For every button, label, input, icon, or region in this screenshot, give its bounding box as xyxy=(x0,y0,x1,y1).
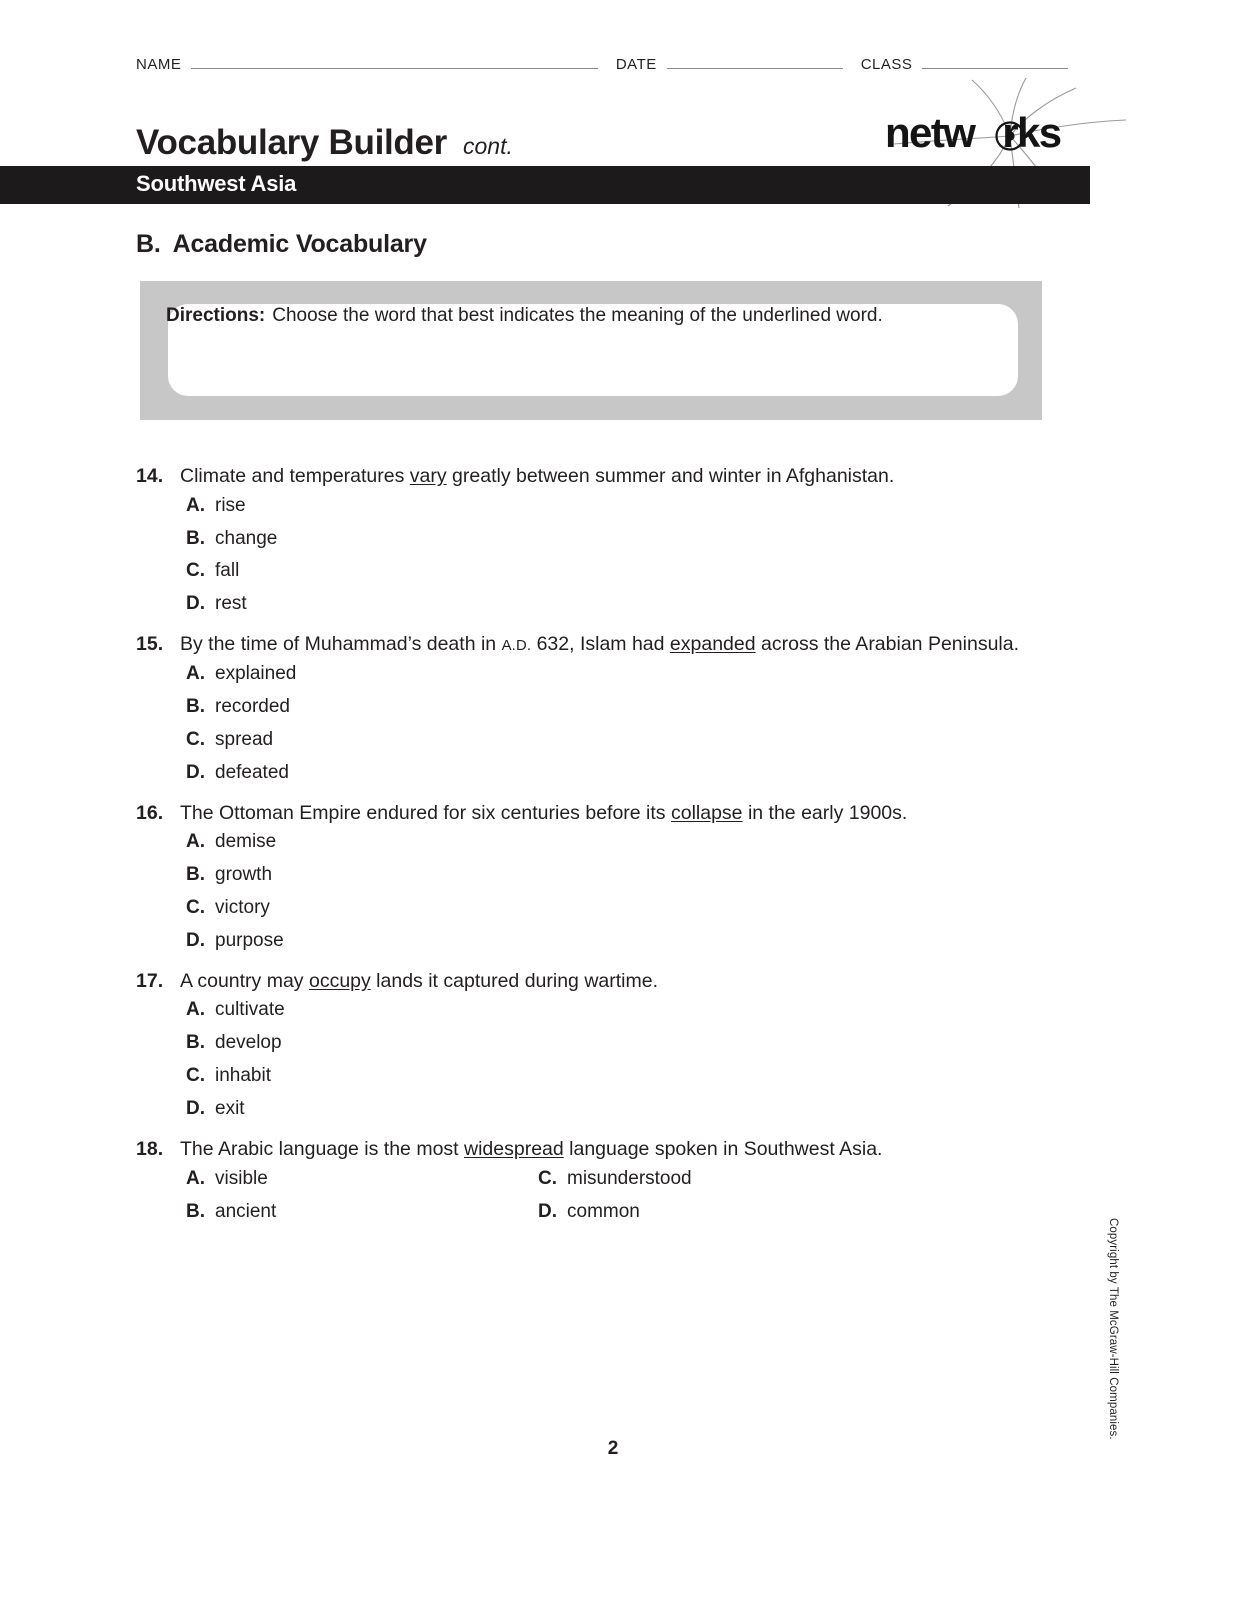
answer-choice-text: exit xyxy=(215,1098,245,1120)
answer-choice-text: rise xyxy=(215,494,246,516)
answer-choice-text: visible xyxy=(215,1167,268,1189)
page-title-continued: cont. xyxy=(463,133,513,159)
answer-choice-text: recorded xyxy=(215,695,290,717)
question-text xyxy=(180,968,1036,996)
question-underlined-word: expanded xyxy=(669,633,756,656)
answer-choice-text: inhabit xyxy=(215,1065,271,1087)
answer-choice-text: defeated xyxy=(215,761,289,783)
logo-wordmark xyxy=(885,109,1061,156)
question-number: 15. xyxy=(136,633,164,656)
question-stem xyxy=(136,1136,1036,1164)
answer-choice-letter: A. xyxy=(186,1167,205,1189)
answer-choice-letter: D. xyxy=(538,1200,557,1222)
date-write-line[interactable] xyxy=(667,57,843,69)
page-title: Vocabulary Builder xyxy=(136,123,447,162)
answer-choice-letter: B. xyxy=(186,527,205,549)
answer-choice[interactable] xyxy=(186,931,1036,952)
question-item xyxy=(136,463,1036,615)
answer-choice-letter: A. xyxy=(186,999,205,1021)
answer-choice-letter: D. xyxy=(186,593,205,615)
answer-choice[interactable] xyxy=(186,664,1036,685)
directions-content xyxy=(166,302,956,331)
answer-choice[interactable] xyxy=(186,1202,538,1223)
question-stem xyxy=(136,463,1036,491)
answer-choice-list xyxy=(136,832,1036,952)
answer-choice-text: cultivate xyxy=(215,999,285,1021)
question-text-before: A country may xyxy=(180,969,309,992)
question-number: 18. xyxy=(136,1138,164,1160)
question-text-after: across the Arabian Peninsula. xyxy=(755,633,1020,656)
answer-choice-text: ancient xyxy=(215,1200,277,1222)
question-text xyxy=(180,1136,1036,1164)
page-number: 2 xyxy=(607,1438,619,1459)
name-label: NAME xyxy=(136,56,182,73)
date-label: DATE xyxy=(615,56,657,73)
answer-choice-text: misunderstood xyxy=(567,1167,692,1189)
answer-choice-letter: B. xyxy=(186,864,205,886)
question-text-after: language spoken in Southwest Asia. xyxy=(563,1138,883,1160)
answer-choice-list xyxy=(136,496,1036,616)
section-banner-label: Southwest Asia xyxy=(136,171,297,196)
question-underlined-word: occupy xyxy=(308,969,371,992)
directions-body: Choose the word that best indicates the meaning of the underlined word. xyxy=(272,305,883,326)
answer-choice-letter: A. xyxy=(186,831,205,853)
question-stem xyxy=(136,800,1036,828)
section-heading xyxy=(136,230,427,259)
answer-choice[interactable] xyxy=(186,898,1036,919)
answer-choice[interactable] xyxy=(186,1000,1036,1021)
answer-choice-letter: C. xyxy=(186,560,205,582)
question-text-mid: 632, Islam had xyxy=(531,633,670,656)
answer-choice-text: rest xyxy=(215,593,247,615)
question-underlined-word: vary xyxy=(409,465,447,487)
answer-choice[interactable] xyxy=(186,832,1036,853)
question-item xyxy=(136,968,1036,1120)
student-info-row xyxy=(136,56,1068,73)
question-item xyxy=(136,631,1036,783)
answer-choice[interactable] xyxy=(186,763,1036,784)
answer-choice-letter: C. xyxy=(186,1065,205,1087)
answer-choice-letter: D. xyxy=(186,1098,205,1120)
question-era-abbrev: A.D. xyxy=(501,638,532,655)
name-write-line[interactable] xyxy=(191,57,598,69)
answer-choice[interactable] xyxy=(186,594,1036,615)
answer-choice-letter: A. xyxy=(186,662,205,684)
answer-choice-text: demise xyxy=(215,831,277,853)
question-text-after: in the early 1900s. xyxy=(742,801,908,824)
answer-choice[interactable] xyxy=(186,529,1036,550)
answer-choice-text: fall xyxy=(215,560,240,582)
answer-choice-letter: C. xyxy=(538,1167,557,1189)
question-text-before: By the time of Muhammad’s death in xyxy=(180,633,502,656)
answer-choice[interactable] xyxy=(186,1169,538,1190)
answer-choice-letter: B. xyxy=(186,1200,205,1222)
answer-choice-text: purpose xyxy=(215,929,284,951)
answer-choice-text: common xyxy=(567,1200,640,1222)
question-text-after: greatly between summer and winter in Afghanistan. xyxy=(446,465,895,487)
question-text-before: Climate and temperatures xyxy=(180,465,410,487)
logo-text-end: rks xyxy=(1002,109,1061,156)
answer-choice-letter: C. xyxy=(186,728,205,750)
answer-choice[interactable] xyxy=(186,865,1036,886)
answer-choice-letter: D. xyxy=(186,761,205,783)
question-item xyxy=(136,800,1036,952)
answer-choice-letter: A. xyxy=(186,494,205,516)
copyright-notice: Copyright by The McGraw-Hill Companies. xyxy=(1107,1218,1119,1440)
answer-choice-text: change xyxy=(215,527,278,549)
answer-choice-letter: D. xyxy=(186,929,205,951)
answer-choice[interactable] xyxy=(538,1202,1036,1223)
answer-choice[interactable] xyxy=(186,496,1036,517)
class-write-line[interactable] xyxy=(922,57,1068,69)
question-text xyxy=(180,631,1036,659)
answer-choice[interactable] xyxy=(186,697,1036,718)
answer-choice-text: spread xyxy=(215,728,274,750)
question-text-before: The Ottoman Empire endured for six centuries before its xyxy=(180,801,671,824)
logo-text-start: netw xyxy=(885,109,975,156)
answer-choice[interactable] xyxy=(186,730,1036,751)
answer-choice-list xyxy=(136,664,1036,784)
question-underlined-word: widespread xyxy=(464,1138,564,1160)
directions-box xyxy=(140,281,1042,420)
class-label: CLASS xyxy=(860,56,913,73)
question-stem xyxy=(136,968,1036,996)
answer-choice[interactable] xyxy=(186,1099,1036,1120)
question-text-before: The Arabic language is the most xyxy=(180,1138,464,1160)
answer-choice-letter: C. xyxy=(186,896,205,918)
answer-choice[interactable] xyxy=(186,561,1036,582)
question-number: 17. xyxy=(136,969,164,992)
answer-choice-list xyxy=(136,1000,1036,1120)
question-list xyxy=(136,463,1036,1250)
question-item xyxy=(136,1136,1036,1234)
answer-choice[interactable] xyxy=(186,1066,1036,1087)
question-underlined-word: collapse xyxy=(670,801,743,824)
directions-label: Directions: xyxy=(166,305,266,326)
answer-choice-text: growth xyxy=(215,864,273,886)
answer-choice-letter: B. xyxy=(186,695,205,717)
answer-choice-text: explained xyxy=(215,662,297,684)
question-stem xyxy=(136,631,1036,659)
section-title: Academic Vocabulary xyxy=(172,230,427,258)
answer-choice-list xyxy=(136,1169,1036,1235)
answer-choice-text: victory xyxy=(215,896,270,918)
answer-choice[interactable] xyxy=(538,1169,1036,1190)
question-text xyxy=(180,800,1036,828)
section-letter: B. xyxy=(136,230,161,258)
question-text-after: lands it captured during wartime. xyxy=(370,969,658,992)
answer-choice[interactable] xyxy=(186,1033,1036,1054)
answer-choice-letter: B. xyxy=(186,1032,205,1054)
question-text xyxy=(180,463,1036,491)
question-number: 16. xyxy=(136,801,164,824)
question-number: 14. xyxy=(136,465,164,487)
answer-choice-text: develop xyxy=(215,1032,282,1054)
